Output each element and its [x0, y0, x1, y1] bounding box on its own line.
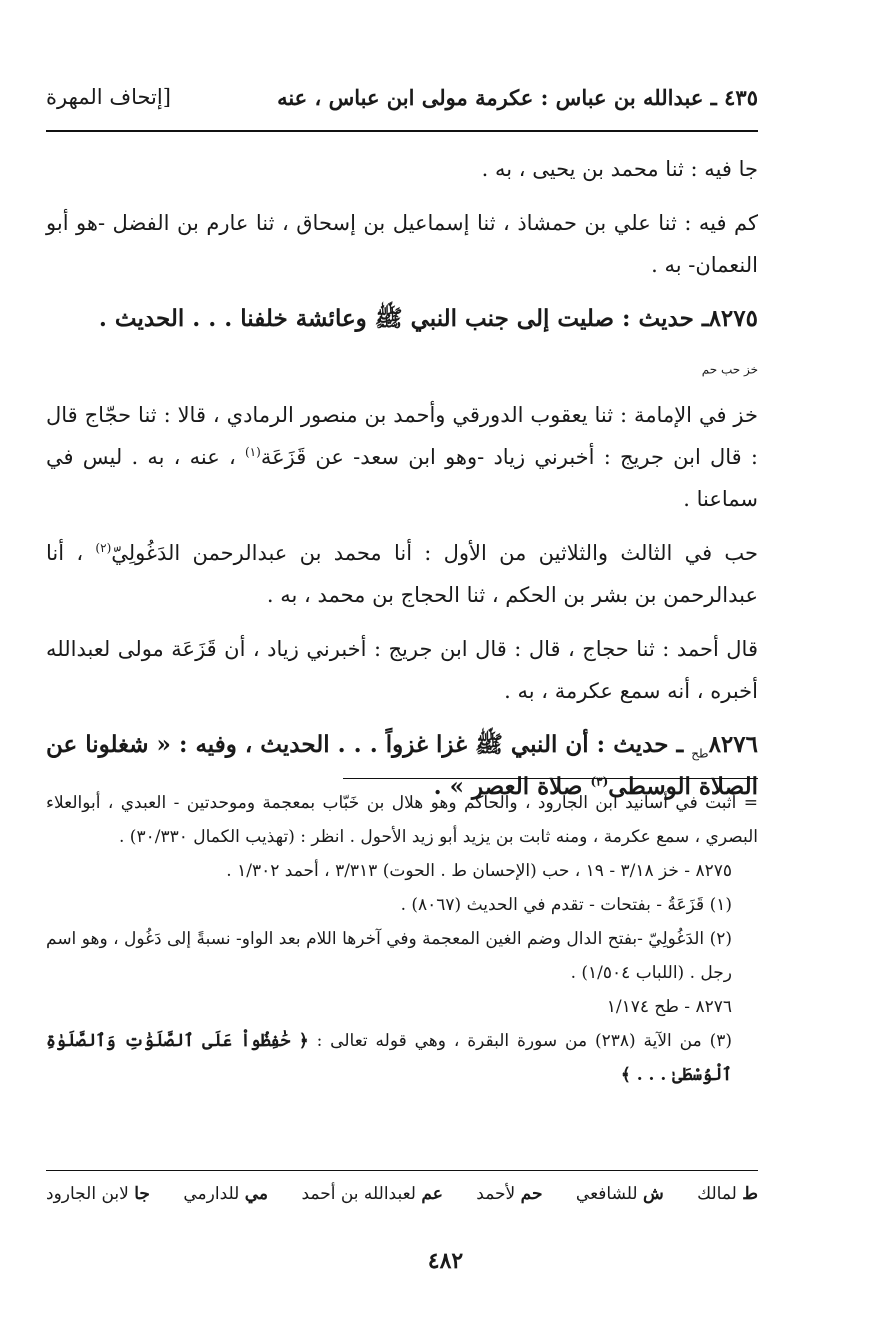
- footnote-1: (١) قَزَعَةُ - بفتحات - تقدم في الحديث (٨٠٦٧) .: [400, 895, 732, 915]
- paragraph-text: حب في الثالث والثلاثين من الأول : أنا محمد بن عبدالرحمن الدَغُولِيّ: [111, 541, 759, 565]
- footnote-2: (٢) الدَغُولِيّ -بفتح الدال وضم الغين المعجمة وفي آخرها اللام بعد الواو- نسبةً إلى دَغُول ، وهو اسم رجل . (اللباب ١/٥٠٤) .: [46, 929, 732, 983]
- hadith-text: ـ حديث : صليت إلى جنب النبي ﷺ وعائشة خلفنا . . . الحديث .: [98, 305, 709, 332]
- symbols-key: [46, 1184, 758, 1204]
- hadith-sources: خز حب حم: [701, 362, 758, 377]
- symbol-item: [576, 1184, 664, 1204]
- symbol-code: مي: [244, 1184, 269, 1204]
- quran-verse: ﴿ حَٰفِظُواْ عَلَى ٱلصَّلَوَٰتِ وَٱلصَّلَوٰةِ ٱلْوُسْطَىٰ . . . ﴾: [46, 1031, 732, 1085]
- hadith-8275: [46, 298, 758, 382]
- running-header: [46, 76, 758, 118]
- footnotes: [46, 786, 758, 1092]
- footnote-sources-8276: ٨٢٧٦ - طح ١/١٧٤: [606, 997, 732, 1017]
- header-rule: [46, 130, 758, 132]
- symbol-code: ط: [742, 1184, 758, 1204]
- paragraph-khuz: [46, 394, 758, 520]
- paragraph-text: ، عنه ، به . ليس في سماعنا .: [46, 445, 758, 511]
- symbol-label: لمالك: [697, 1184, 737, 1204]
- paragraph-text: خز في الإمامة : ثنا يعقوب الدورقي وأحمد بن منصور الرمادي ، قالا : ثنا حجّاج قال : قال ابن جريج : أخبرني زياد -وهو ابن سعد- عن قَزَعَة: [46, 403, 758, 469]
- paragraph-ahmad: قال أحمد : ثنا حجاج ، قال : قال ابن جريج : أخبرني زياد ، أن قَزَعَة مولى لعبدالله أخبره ، أنه سمع عكرمة ، به .: [46, 637, 758, 703]
- symbol-item: [301, 1184, 442, 1204]
- symbol-item: [476, 1184, 542, 1204]
- line-kam: كم فيه : ثنا علي بن حمشاذ ، ثنا إسماعيل بن إسحاق ، ثنا عارم بن الفضل -هو أبو النعمان- به .: [46, 211, 758, 277]
- symbol-label: لعبدالله بن أحمد: [301, 1184, 416, 1204]
- footnote-continued: = أثبت في أسانيد ابن الجارود ، والحاكم وهو هلال بن خَبّاب بمعجمة وموحدتين - العبدي ، أبوالعلاء البصري ، سمع عكرمة ، ومنه ثابت بن يزيد أبو زيد الأحول . انظر : (تهذيب الكمال ٣٠/٣٣٠) .: [46, 793, 758, 847]
- symbol-code: جا: [134, 1184, 150, 1204]
- symbol-code: عم: [421, 1184, 443, 1204]
- footnote-ref: (٢): [95, 541, 112, 555]
- hadith-number: ٨٢٧٦: [708, 731, 758, 758]
- page-number: ٤٨٢: [427, 1248, 464, 1274]
- symbol-label: لابن الجارود: [46, 1184, 129, 1204]
- hadith-number: ٨٢٧٥: [708, 305, 758, 332]
- symbol-item: [183, 1184, 268, 1204]
- symbol-code: ش: [642, 1184, 664, 1204]
- paragraph-text: ، أنا عبدالرحمن بن بشر بن الحكم ، ثنا الحجاج بن محمد ، به .: [46, 541, 758, 607]
- line-ja: جا فيه : ثنا محمد بن يحيى ، به .: [481, 157, 758, 181]
- book-title: [إتحاف المهرة: [46, 85, 171, 109]
- footnote-ref: (٣): [590, 774, 609, 789]
- main-text: [46, 148, 758, 820]
- footnote-text: (٣) من الآية (٢٣٨) من سورة البقرة ، وهي قوله تعالى :: [316, 1031, 732, 1051]
- hadith-sources: طح: [691, 746, 709, 761]
- paragraph-hibban: [46, 532, 758, 616]
- footnote-rule: [343, 778, 758, 779]
- footnote-3: [46, 1024, 758, 1092]
- footnote-ref: (١): [244, 445, 261, 459]
- symbol-label: لأحمد: [476, 1184, 516, 1204]
- symbol-item: [697, 1184, 758, 1204]
- chapter-title: ٤٣٥ ـ عبدالله بن عباس : عكرمة مولى ابن عباس ، عنه: [277, 84, 758, 110]
- symbol-label: للشافعي: [575, 1184, 638, 1204]
- hadith-text: صلاة العصر » .: [433, 773, 583, 800]
- symbols-rule: [46, 1170, 758, 1171]
- symbol-code: حم: [520, 1184, 543, 1204]
- hadith-text: ـ حديث : أن النبي ﷺ غزا غزواً . . . الحديث ، وفيه : « شغلونا عن الصلاة الوسطى: [46, 731, 758, 800]
- footnote-sources-8275: ٨٢٧٥ - خز ٣/١٨ - ١٩ ، حب (الإحسان ط . الحوت) ٣/٣١٣ ، أحمد ١/٣٠٢ .: [226, 861, 732, 881]
- symbol-item: [46, 1184, 150, 1204]
- symbol-label: للدارمي: [183, 1184, 240, 1204]
